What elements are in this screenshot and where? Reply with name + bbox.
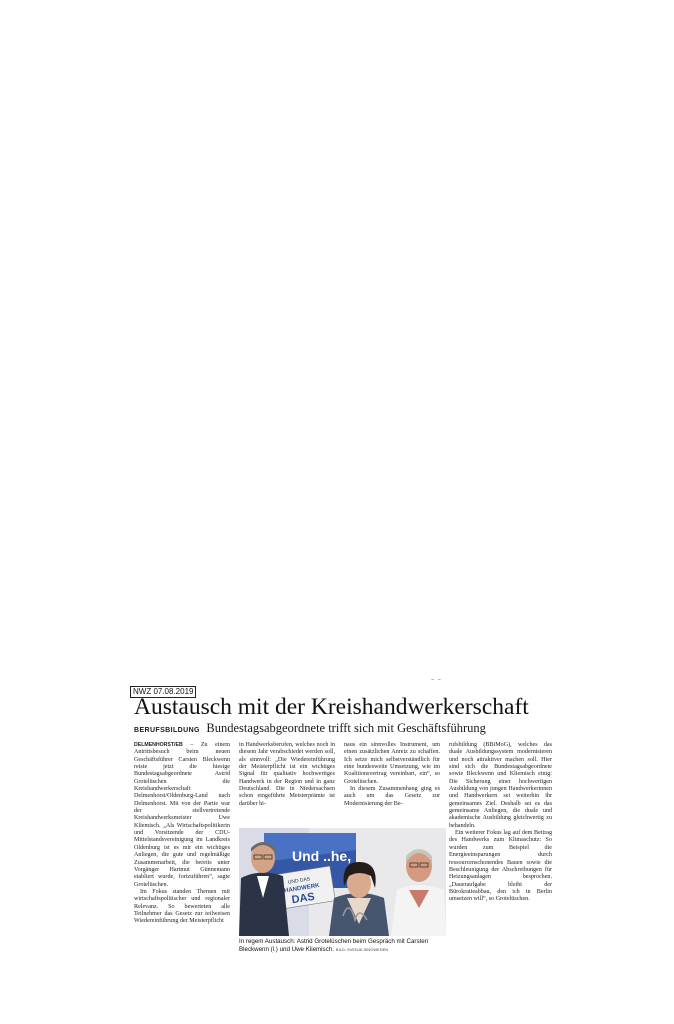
banner-text: Und ..he, xyxy=(292,848,352,864)
paragraph-intro xyxy=(134,742,230,889)
photo-caption xyxy=(239,938,449,954)
article-column-4 xyxy=(449,742,552,904)
paragraph-klimaschutz: Ein weiterer Fokus lag auf dem Beitrag des Handwerks zum Klimaschutz: So wurden zum Beispiel die Energieeinsparungen durch ressourcenschonendes Bauen sowie die Beschleunigung der Abschreibungen für Heizungsanlagen besprochen. „Daueraufgabe bleibt der Bürokratieabbau, den ich in Berlin umsetzen will“, so Grotelüschen. xyxy=(449,830,552,903)
corner-marks: – – xyxy=(431,676,442,683)
photo-illustration xyxy=(239,828,446,936)
paragraph-topics: Im Fokus standen Themen mit wirtschaftspolitischer und regionaler Relevanz. So bewerteten alle Teilnehmer das Gesetz zur teilweisen Wiedereinführung der Meisterpflicht xyxy=(134,888,230,925)
paragraph-ausbildung: rufsbildung (BBiMoG), welches das duale Ausbildungssystem modernisieren und noch attraktiver machen soll. Hier sind sich die Bundestagsabgeordnete sowie Bleckwenn und Kliemisch einig: Die Sicherung einer hochwertigen Ausbildung von jungen Handwerkerinnen und Handwerkern sei weiterhin ihr gemeinsames Ziel. Deshalb sei es das gemeinsame Anliegen, die duale und akademische Ausbildung gleichwertig zu behandeln. xyxy=(449,742,552,829)
subheadline: Bundestagsabgeordnete trifft sich mit Geschäftsführung xyxy=(206,721,486,735)
source-date-stamp: NWZ 07.08.2019 xyxy=(130,686,196,698)
paragraph-meisterpflicht: in Handwerksberufen, welches noch in diesem Jahr verabschiedet werden soll, als sinnvoll: „Die Wiedereinführung der Meisterpflicht ist ein wichtiges Signal für qualitativ hochwertiges Handwerk in der Region und in ganz Deutschland. Die in Niedersachsen schon eingeführte Meisterprämie ist darüber hi- xyxy=(239,742,335,807)
subheadline-row xyxy=(134,721,486,738)
article-body xyxy=(134,742,552,962)
photo-credit: BILD: SVENJA SINGWEDEN xyxy=(335,947,389,953)
sign-bottom-text: DAS xyxy=(290,890,316,907)
newspaper-clipping xyxy=(134,676,552,961)
section-kicker: BERUFSBILDUNG xyxy=(134,727,200,734)
paragraph-bbimog: In diesem Zusammenhang ging es auch um das Gesetz zur Modernisierung der Be- xyxy=(344,786,440,807)
article-column-2 xyxy=(239,742,335,808)
dateline: DELMENHORST/EB xyxy=(134,742,183,748)
article-column-3 xyxy=(344,742,440,808)
headline: Austausch mit der Kreishandwerkerschaft xyxy=(134,694,529,720)
photo-caption-text: In regem Austausch: Astrid Grotelüschen beim Gespräch mit Carsten Bleckwenn (l.) und Uwe Kliemisch. xyxy=(239,938,429,954)
article-column-1 xyxy=(134,742,230,926)
sign-mid-text: HANDWERK xyxy=(283,882,320,895)
sign-top-text: UND DAS xyxy=(287,876,311,886)
article-photo xyxy=(239,828,446,936)
paragraph-intro-text: – Zu einem Antrittsbesuch beim neuen Geschäftsführer Carsten Bleckwenn reiste jetzt die hiesige Bundestagsabgeordnete Astrid Grotelüschen die Kreishandwerkerschaft Delmenhorst/Oldenburg-Land nach Delmenhorst. Mit von der Partie war der stellvertretende Kreishandwerksmeister Uwe Kliemisch. „Als Wirtschaftspolitikerin und Vorsitzende der CDU-Mittelstandsvereinigung im Landkreis Oldenburg ist es mir ein wichtiges Anliegen, die gute und regelmäßige Zusammenarbeit, die bereits unter Vorgänger Hartmut Günnemann etabliert wurde, fortzuführen“, sagte Grotelüschen. xyxy=(134,742,230,888)
paragraph-quote: naus ein sinnvolles Instrument, um einen zusätzlichen Anreiz zu schaffen. Ich setze mich selbstverständlich für eine bundesweite Umsetzung, wie im Koalitionsvertrag vereinbart, ein“, so Grotelüschen. xyxy=(344,742,440,785)
